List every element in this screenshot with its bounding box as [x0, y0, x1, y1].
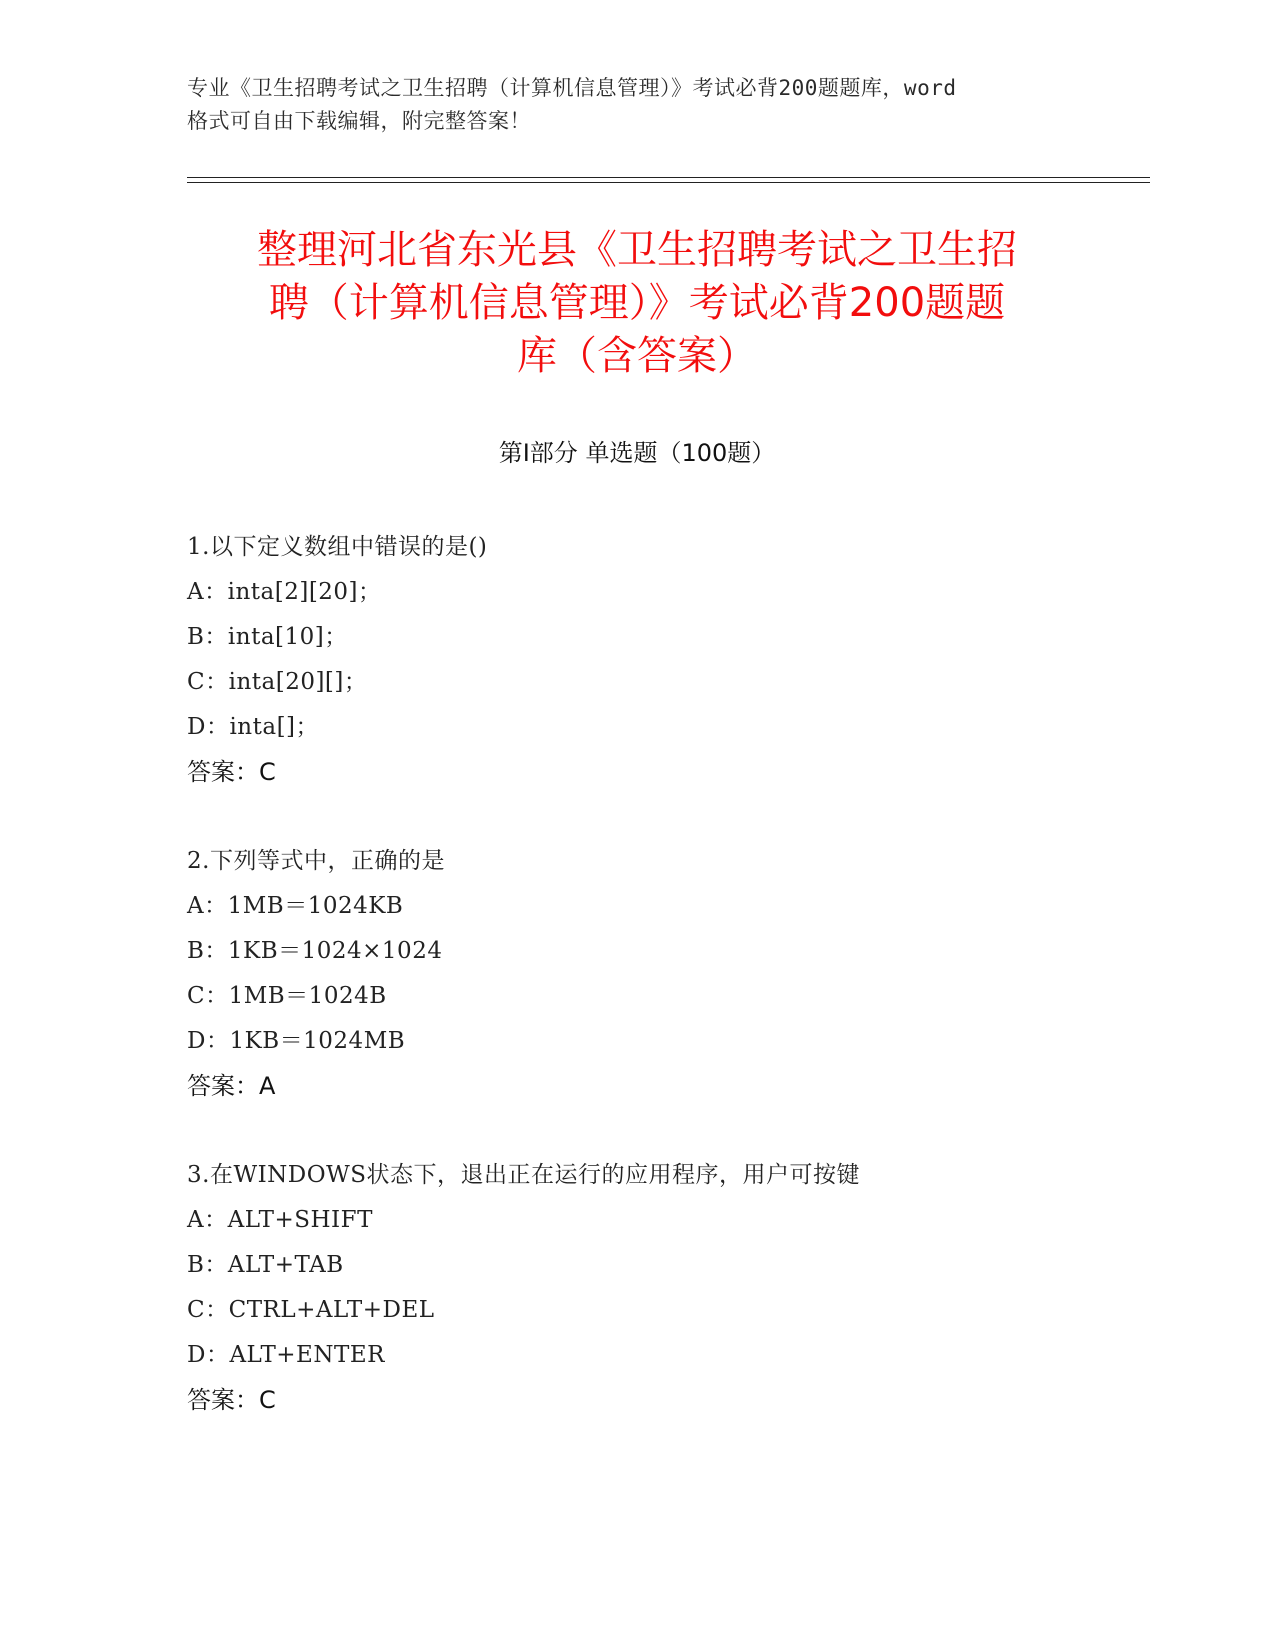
question-stem: 2.下列等式中，正确的是 [187, 848, 445, 874]
option-b: B：ALT+TAB [187, 1252, 344, 1278]
answer-line: 答案：A [187, 1072, 276, 1100]
answer-line: 答案：C [187, 1386, 276, 1414]
option-c: C：1MB＝1024B [187, 983, 387, 1009]
question-item [187, 525, 1087, 795]
question-list [187, 525, 1087, 1467]
header-divider-top [187, 177, 1150, 178]
question-stem: 3.在WINDOWS状态下，退出正在运行的应用程序，用户可按键 [187, 1162, 860, 1188]
option-a: A：1MB＝1024KB [187, 893, 404, 919]
option-a: A：inta[2][20]； [187, 579, 382, 605]
header-note [187, 72, 1087, 138]
option-c: C：CTRL+ALT+DEL [187, 1297, 435, 1323]
question-stem: 1.以下定义数组中错误的是() [187, 534, 488, 560]
option-c: C：inta[20][]； [187, 669, 368, 695]
question-item [187, 1153, 1087, 1423]
question-item [187, 839, 1087, 1109]
answer-line: 答案：C [187, 758, 276, 786]
option-b: B：1KB＝1024×1024 [187, 938, 443, 964]
document-title-line-3: 库（含答案） [517, 333, 757, 379]
document-title-line-2: 聘（计算机信息管理）》考试必背200题题 [268, 280, 1006, 326]
option-d: D：1KB＝1024MB [187, 1028, 406, 1054]
option-a: A：ALT+SHIFT [187, 1207, 373, 1233]
document-title [187, 224, 1087, 383]
header-divider-bottom [187, 182, 1150, 183]
option-d: D：inta[]； [187, 714, 320, 740]
option-b: B：inta[10]； [187, 624, 348, 650]
option-d: D：ALT+ENTER [187, 1342, 385, 1368]
section-title: 第Ⅰ部分 单选题（100题） [498, 439, 776, 467]
header-note-line-1: 专业《卫生招聘考试之卫生招聘（计算机信息管理）》考试必背200题题库，word [187, 76, 957, 100]
header-note-line-2: 格式可自由下载编辑，附完整答案！ [187, 109, 531, 133]
document-title-line-1: 整理河北省东光县《卫生招聘考试之卫生招 [257, 227, 1017, 273]
